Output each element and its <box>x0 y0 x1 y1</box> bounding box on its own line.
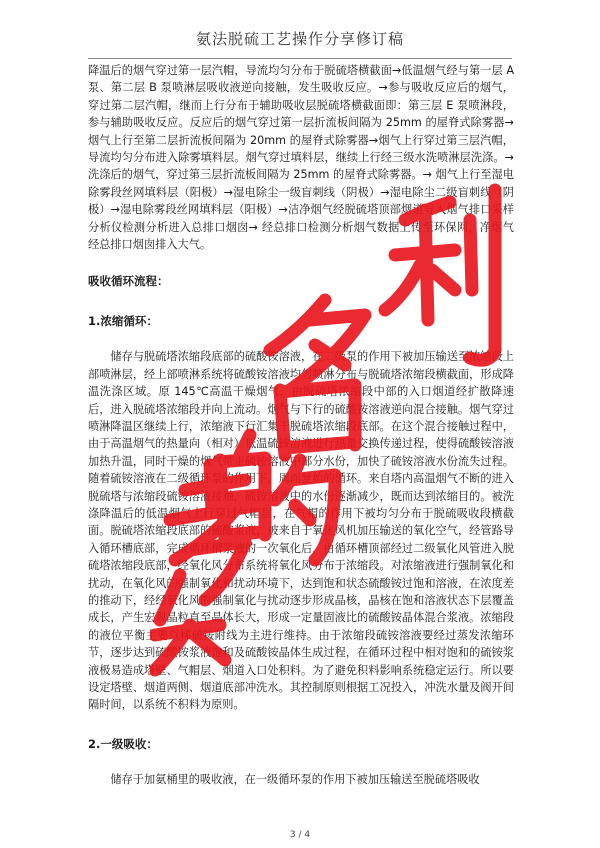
document-title: 氨法脱硫工艺操作分享修订稿 <box>195 30 404 48</box>
intro-paragraph: 降温后的烟气穿过第一层汽帽，导流均匀分布于脱硫塔横截面→低温烟气经与第一层 A 泵、第二层 B 泵喷淋层吸收液逆向接触，发生吸收反应。→参与吸收反应后的烟气，穿过第二层汽帽，继而上行分布于辅助吸收层脱硫塔横截面即：第三层 E 泵喷淋段，参与辅助吸收反应。反应后的烟气穿过第一层折流板间隔为 25mm 的屋脊式除雾器→烟气上行至第二层折流板间隔为 20mm 的屋脊式除雾器→烟气上行穿过第三层汽帽，导流均匀分布进入除雾填料层。烟气穿过填料层，继续上行经三级水洗喷淋层洗涤。→洗涤后的烟气，穿过第三层折流板间隔为 25mm 的屋脊式除雾器。→ 烟气上行至湿电除雾段丝网填料层（阳极）→湿电除尘一级盲刺线（阴极）→湿电除尘二级盲刺线（阴极）→湿电除雾段丝网填料层（阳极）→洁净烟气经脱硫塔顶部烟道导入烟气排口采样分析仪检测分析进入总排口烟囱→ 经总排口检测分析烟气数据上传至环保网，净烟气经总排口烟囱排入大气。 <box>88 64 514 252</box>
subsection-1-text: 储存与脱硫塔浓缩段底部的硫酸铵溶液，在二级泵的作用下被加压输送至浓缩段上部喷淋层，经上部喷淋系统将硫酸铵溶液均匀喷淋分布与脱硫塔浓缩段横截面，形成降温洗涤区域。原 145℃高温干燥烟气，由脱硫塔浓缩段中部的入口烟道经扩散降速后，进入脱硫塔浓缩段并向上流动。烟气与下行的硫酸铵溶液逆向混合接触。烟气穿过喷淋降温区继续上行，浓缩液下行汇集于脱硫塔浓缩段底部。在这个混合接触过程中，由于高温烟气的热量向（相对）低温硫铵溶液进行热量交换传递过程，使得硫酸铵溶液加热升温，同时干燥的烟气带走硫铵溶液中部分水份，加快了硫铵溶液水份流失过程。随着硫铵溶液在二级循环泵的作用下，周而复始的循环。来自塔内高温烟气不断的进入脱硫塔与浓缩段硫铵溶液接触，硫铵溶液中的水份逐渐减少，既而达到浓缩目的。被洗涤降温后的低温烟气上行穿过气帽层，在气帽的作用下被均匀分布于脱硫吸收段横截面。脱硫塔浓缩段底部的硫酸浆液，被来自于氧化风机加压输送的氧化空气，经管路导入循环槽底部，完成循环槽浆液的一次氧化后，由循环槽顶部经过二级氧化风管进入脱硫塔浓缩段底部，经氧化风分布系统将氧化风分布于浓缩段。对浓缩液进行强制氧化和扰动，在氧化风的强制氧化和扰动环境下，达到饱和状态硫酸铵过饱和溶液，在浓度差的推动下，经经氧化风的强制氧化与扰动逐步形成晶核，晶核在饱和溶液状态下层覆盖成长，产生宏观晶粒直至晶体长大，形成一定量固液比的硫酸铵晶体混合浆液。浓缩段的液位平衡主要以稀硫铵附线为主进行维持。由于浓缩段硫铵溶液要经过蒸发浓缩环节，逐步达到硫酸铵浆液饱和及硫酸铵晶体生成过程，在循环过程中相对饱和的硫铵浆液极易造成塔壁、气帽层、烟道入口处积料。为了避免积料影响系统稳定运行。所以要设定塔壁、烟道两侧、烟道底部冲洗水。其控制原则根据工况投入，冲洗水量及阀开间隔时间，以系统不积料为原则。 <box>88 350 514 712</box>
page-number: 3 / 4 <box>289 830 311 840</box>
page-content <box>88 62 514 789</box>
section-title: 吸收循环流程： <box>88 274 169 289</box>
subsection-1-title: 1.浓缩循环： <box>88 313 158 328</box>
subsection-2-text: 储存于加氨桶里的吸收液，在一级循环泵的作用下被加压输送至脱硫塔吸收 <box>110 773 480 787</box>
header-divider <box>88 58 512 59</box>
subsection-2-title: 2.一级吸收： <box>88 736 158 751</box>
